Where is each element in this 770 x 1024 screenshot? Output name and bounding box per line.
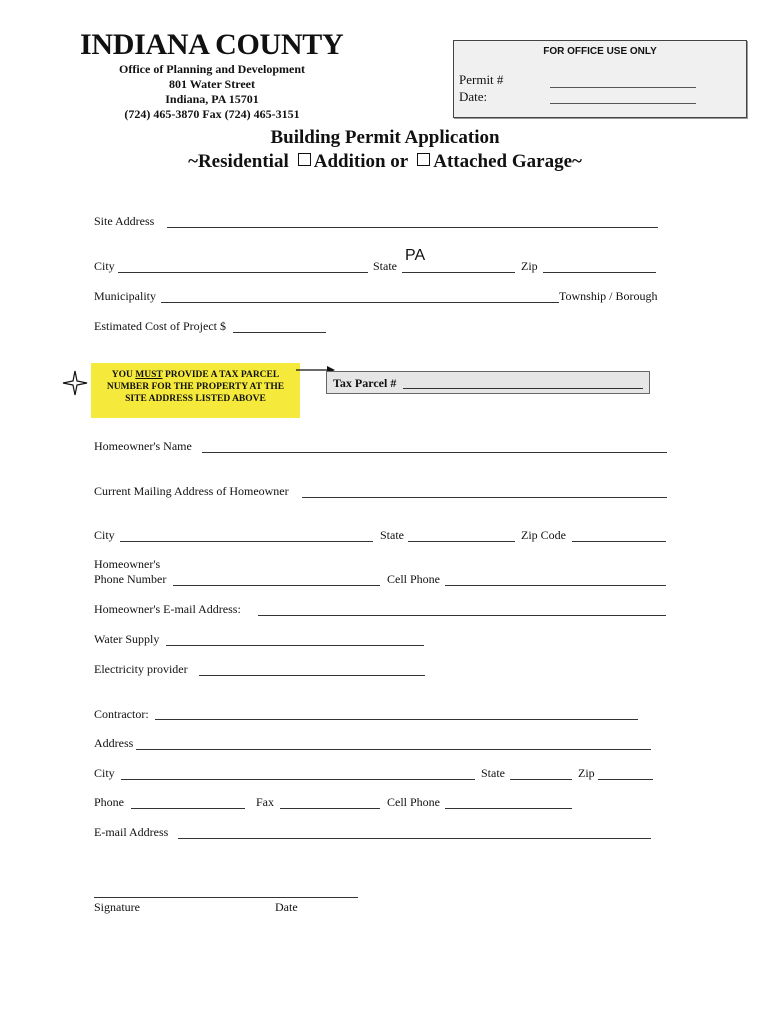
homeowner-phone-field[interactable] (173, 585, 380, 586)
office-street: 801 Water Street (169, 77, 255, 91)
tax-parcel-label: Tax Parcel # (333, 376, 397, 390)
contractor-label: Contractor: (94, 707, 149, 721)
notice-line-1: YOU MUST PROVIDE A TAX PARCEL (111, 370, 280, 380)
site-address-field[interactable] (167, 227, 658, 228)
electricity-provider-field[interactable] (199, 675, 425, 676)
homeowner-name-label: Homeowner's Name (94, 439, 192, 453)
contractor-fax-label: Fax (256, 795, 274, 809)
signature-label: Signature (94, 900, 140, 914)
tax-parcel-box (326, 371, 650, 394)
tax-parcel-notice (91, 363, 300, 418)
water-supply-field[interactable] (166, 645, 424, 646)
tax-parcel-field[interactable] (403, 388, 643, 389)
site-state-field[interactable] (402, 272, 515, 273)
office-use-box (453, 40, 747, 118)
contractor-zip-field[interactable] (598, 779, 653, 780)
contractor-address-field[interactable] (136, 749, 651, 750)
homeowner-zip-label: Zip Code (521, 528, 566, 542)
contractor-zip-label: Zip (578, 766, 595, 780)
site-state-value[interactable]: PA (405, 247, 426, 264)
contractor-state-field[interactable] (510, 779, 572, 780)
electricity-provider-label: Electricity provider (94, 662, 188, 676)
signature-field[interactable] (94, 897, 358, 898)
permit-type-prefix: ~Residential (188, 151, 289, 172)
estimated-cost-field[interactable] (233, 332, 326, 333)
homeowner-email-field[interactable] (258, 615, 666, 616)
site-city-label: City (94, 259, 115, 273)
estimated-cost-label: Estimated Cost of Project $ (94, 319, 226, 333)
addition-option-label: Addition or (313, 151, 409, 172)
site-address-label: Site Address (94, 214, 155, 228)
contractor-state-label: State (481, 766, 505, 780)
contractor-cell-label: Cell Phone (387, 795, 440, 809)
attached-garage-option-label: Attached Garage~ (433, 151, 582, 172)
site-zip-field[interactable] (543, 272, 656, 273)
contractor-email-label: E-mail Address (94, 825, 169, 839)
office-address-block (96, 62, 328, 122)
notice-line-3: SITE ADDRESS LISTED ABOVE (125, 394, 266, 404)
homeowner-email-label: Homeowner's E-mail Address: (94, 602, 241, 616)
addition-checkbox[interactable] (298, 153, 311, 166)
office-date-field[interactable] (550, 103, 696, 104)
office-name: Office of Planning and Development (119, 62, 305, 76)
permit-type-line (0, 151, 770, 173)
homeowner-city-label: City (94, 528, 115, 542)
permit-number-field[interactable] (550, 87, 696, 88)
municipality-suffix: Township / Borough (559, 289, 658, 303)
county-title: INDIANA COUNTY (80, 28, 344, 61)
homeowner-city-field[interactable] (120, 541, 373, 542)
office-phone-fax: (724) 465-3870 Fax (724) 465-3151 (124, 107, 300, 121)
attached-garage-checkbox[interactable] (417, 153, 430, 166)
signature-date-label: Date (275, 900, 298, 914)
water-supply-label: Water Supply (94, 632, 160, 646)
office-city: Indiana, PA 15701 (165, 92, 259, 106)
office-date-label: Date: (459, 89, 488, 104)
homeowner-state-field[interactable] (408, 541, 515, 542)
contractor-email-field[interactable] (178, 838, 651, 839)
site-state-label: State (373, 259, 397, 273)
contractor-fax-field[interactable] (280, 808, 380, 809)
homeowner-cell-field[interactable] (445, 585, 666, 586)
mailing-address-label: Current Mailing Address of Homeowner (94, 484, 289, 498)
site-city-field[interactable] (118, 272, 368, 273)
contractor-field[interactable] (155, 719, 638, 720)
site-zip-label: Zip (521, 259, 538, 273)
office-use-title: FOR OFFICE USE ONLY (543, 46, 657, 57)
permit-number-label: Permit # (459, 72, 504, 87)
homeowner-cell-label: Cell Phone (387, 572, 440, 586)
contractor-address-label: Address (94, 736, 134, 750)
homeowner-phone-label-1: Homeowner's (94, 557, 161, 571)
notice-line-2: NUMBER FOR THE PROPERTY AT THE (106, 382, 285, 392)
mailing-address-field[interactable] (302, 497, 667, 498)
homeowner-name-field[interactable] (202, 452, 667, 453)
contractor-phone-label: Phone (94, 795, 124, 809)
homeowner-zip-field[interactable] (572, 541, 666, 542)
homeowner-state-label: State (380, 528, 404, 542)
form-title: Building Permit Application (270, 127, 500, 148)
homeowner-phone-label-2: Phone Number (94, 572, 167, 586)
contractor-city-label: City (94, 766, 115, 780)
four-point-star-icon (62, 370, 88, 396)
contractor-city-field[interactable] (121, 779, 475, 780)
municipality-field[interactable] (161, 302, 559, 303)
municipality-label: Municipality (94, 289, 156, 303)
contractor-cell-field[interactable] (445, 808, 572, 809)
contractor-phone-field[interactable] (131, 808, 245, 809)
